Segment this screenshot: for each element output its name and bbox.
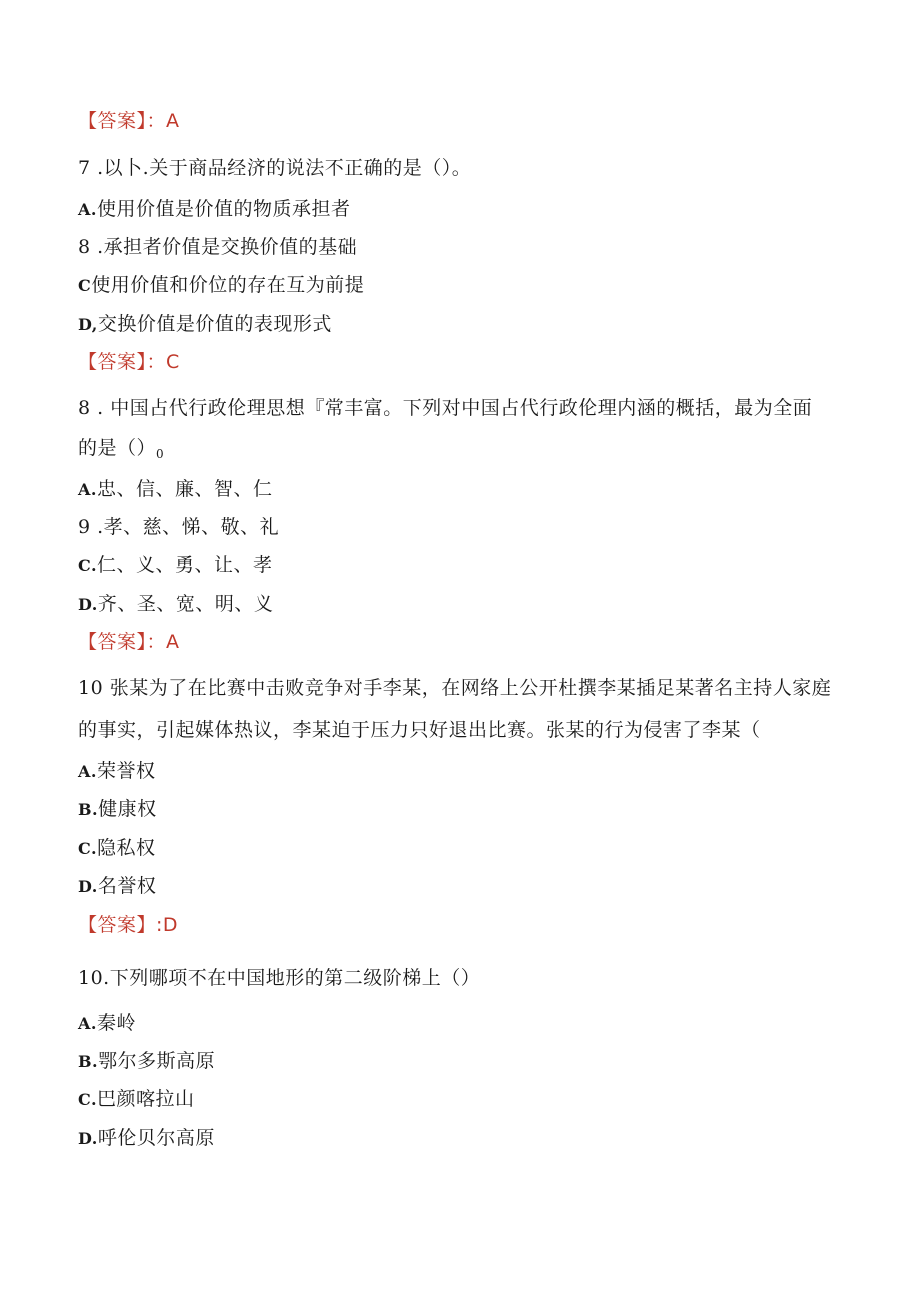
question-10a-option-c	[78, 836, 156, 861]
option-label: D.	[78, 877, 98, 896]
option-label: A.	[78, 480, 97, 499]
question-8-option-d	[78, 592, 273, 617]
option-label: C.	[78, 1090, 98, 1109]
option-text: 健康权	[98, 798, 157, 820]
answer-line: 【答案】:D	[78, 914, 179, 936]
question-10b-option-a	[78, 1011, 136, 1036]
question-10b-option-d	[78, 1126, 215, 1151]
option-text: 使用价值是价值的物质承担者	[96, 198, 351, 220]
option-text: 名誉权	[97, 875, 157, 897]
option-text: 交换价值是价值的表现形式	[97, 313, 332, 335]
question-10a-stem-line2: 的事实，引起媒体热议，李某迫于压力只好退出比赛。张某的行为侵害了李某（	[78, 719, 761, 741]
question-8-option-a	[78, 477, 273, 502]
option-label: D.	[78, 595, 98, 614]
question-7-option-d	[78, 312, 332, 337]
question-8-stem-line2	[78, 436, 164, 466]
option-label: D,	[78, 315, 98, 334]
option-label: B.	[78, 800, 99, 819]
option-text: 呼伦贝尔高原	[97, 1127, 215, 1149]
answer-line: 【答案】：A	[78, 631, 180, 653]
option-label: C.	[78, 556, 98, 575]
option-text: 使用价值和价位的存在互为前提	[91, 274, 365, 296]
question-10b-option-c	[78, 1087, 195, 1112]
stem-subscript: 0	[156, 447, 165, 461]
option-label: B.	[78, 1052, 99, 1071]
question-7-option-a	[78, 197, 351, 222]
option-label: C.	[78, 839, 98, 858]
question-10a-option-b	[78, 797, 157, 822]
option-label: C	[78, 276, 92, 295]
option-label: A.	[78, 200, 97, 219]
option-label: A.	[78, 1014, 97, 1033]
question-10a-stem-line1: 10 张某为了在比赛中击败竞争对手李某，在网络上公开杜撰李某插足某著名主持人家庭	[78, 677, 832, 699]
option-text: 忠、信、廉、智、仁	[96, 478, 273, 500]
option-text: 巴颜喀拉山	[97, 1088, 195, 1110]
question-10b-option-b	[78, 1049, 215, 1074]
answer-line: 【答案】：C	[78, 351, 180, 373]
option-text: 秦岭	[96, 1012, 136, 1034]
question-7-stem: 7 .以卜.关于商品经济的说法不正确的是（）。	[78, 157, 472, 179]
option-text: 荣誉权	[96, 760, 156, 782]
question-7-option-b: 8 .承担者价值是交换价值的基础	[78, 236, 358, 258]
question-10a-option-a	[78, 759, 156, 784]
question-10b-stem: 10.下列哪项不在中国地形的第二级阶梯上（）	[78, 967, 481, 989]
question-8-stem-line1: 8 . 中国占代行政伦理思想『常丰富。下列对中国占代行政伦理内涵的概括，最为全面	[78, 397, 813, 419]
option-text: 齐、圣、宽、明、义	[97, 593, 274, 615]
option-label: D.	[78, 1129, 98, 1148]
option-text: 隐私权	[97, 837, 156, 859]
question-7-option-c	[78, 273, 364, 298]
option-text: 仁、义、勇、让、孝	[97, 554, 273, 576]
answer-line: 【答案】：A	[78, 110, 180, 132]
option-text: 鄂尔多斯高原	[98, 1050, 216, 1072]
option-label: A.	[78, 762, 97, 781]
question-10a-option-d	[78, 874, 156, 899]
question-8-option-c	[78, 553, 273, 578]
stem-text: 的是（）	[78, 437, 157, 459]
question-8-option-b: 9 .孝、慈、悌、敬、礼	[78, 516, 280, 538]
